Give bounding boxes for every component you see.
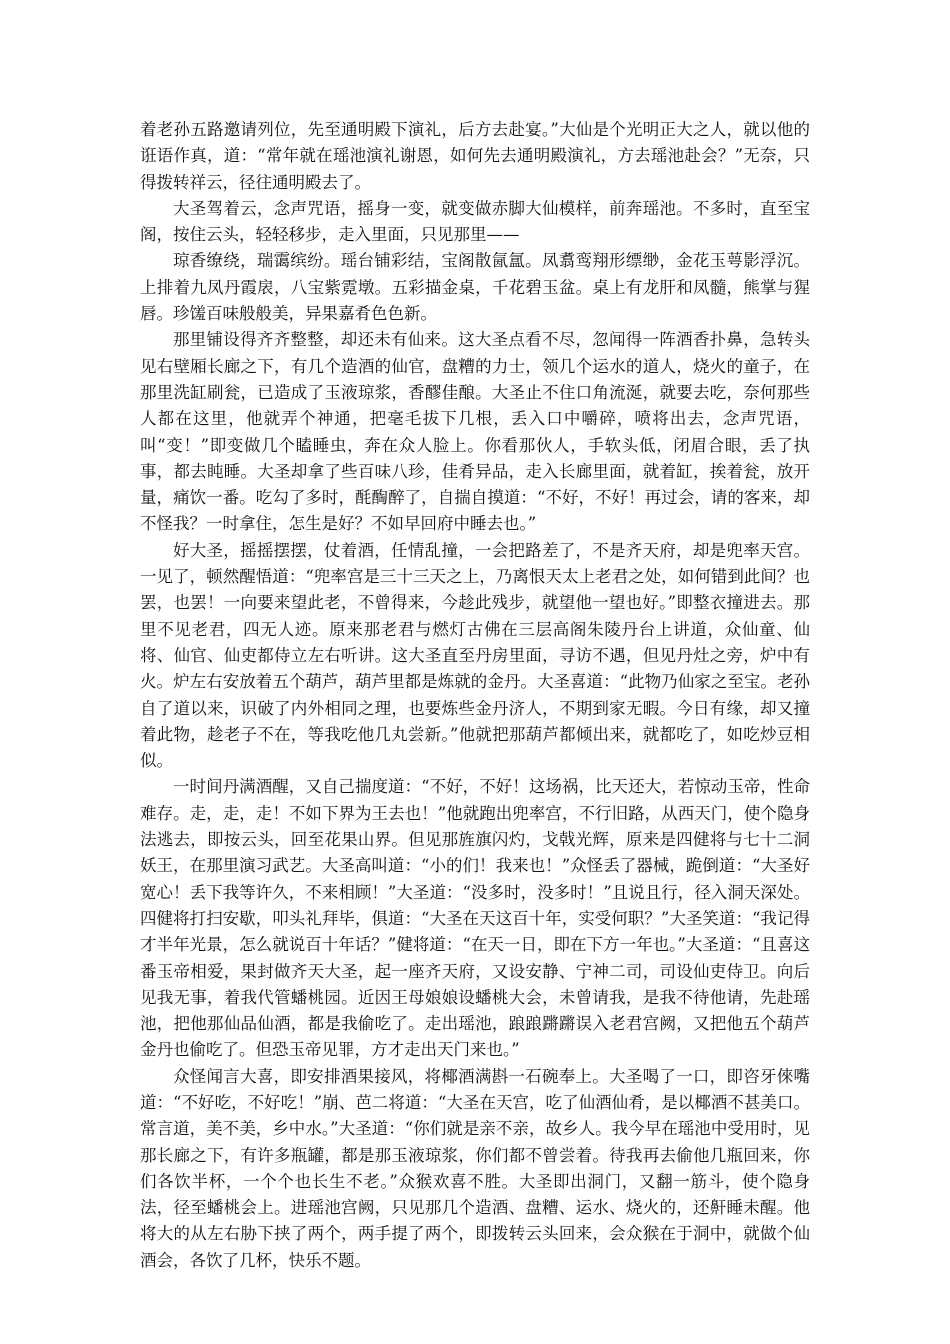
paragraph: 大圣驾着云，念声咒语，摇身一变，就变做赤脚大仙模样，前奔瑶池。不多时，直至宝阁，按住云头，轻轻移步，走入里面，只见那里——: [140, 198, 810, 245]
paragraph: 好大圣，摇摇摆摆，仗着酒，任情乱撞，一会把路差了，不是齐天府，却是兜率天宫。一见了，顿然醒悟道：“兜率宫是三十三天之上，乃离恨天太上老君之处，如何错到此间？也罢，也罢！一向要来望此老，不曾得来，今趁此残步，就望他一望也好。”即整衣撞进去。那里不见老君，四无人迹。原来那老君与燃灯古佛在三层高阁朱陵丹台上讲道，众仙童、仙将、仙官、仙吏都侍立左右听讲。这大圣直至丹房里面，寻访不遇，但见丹灶之旁，炉中有火。炉左右安放着五个葫芦，葫芦里都是炼就的金丹。大圣喜道：“此物乃仙家之至宝。老孙自了道以来，识破了内外相同之理，也要炼些金丹济人，不期到家无暇。今日有缘，却又撞着此物，趁老子不在，等我吃他几丸尝新。”他就把那葫芦都倾出来，就都吃了，如吃炒豆相似。: [140, 540, 810, 771]
paragraph: 那里铺设得齐齐整整，却还未有仙来。这大圣点看不尽，忽闻得一阵酒香扑鼻，急转头见右壁厢长廊之下，有几个造酒的仙官，盘糟的力士，领几个运水的道人，烧火的童子，在那里洗缸刷瓮，已造成了玉液琼浆，香醪佳酿。大圣止不住口角流涎，就要去吃，奈何那些人都在这里，他就弄个神通，把毫毛拔下几根，丢入口中嚼碎，喷将出去，念声咒语，叫“变！”即变做几个瞌睡虫，奔在众人脸上。你看那伙人，手软头低，闭眉合眼，丢了执事，都去盹睡。大圣却拿了些百味八珍，佳肴异品，走入长廊里面，就着缸，挨着瓮，放开量，痛饮一番。吃勾了多时，酕醄醉了，自揣自摸道：“不好，不好！再过会，请的客来，却不怪我？一时拿住，怎生是好？不如早回府中睡去也。”: [140, 330, 810, 534]
paragraph: 着老孙五路邀请列位，先至通明殿下演礼，后方去赴宴。”大仙是个光明正大之人，就以他的诳语作真，道：“常年就在瑶池演礼谢恩，如何先去通明殿演礼，方去瑶池赴会？”无奈，只得拨转祥云，径往通明殿去了。: [140, 120, 810, 192]
paragraph: 众怪闻言大喜，即安排酒果接风，将椰酒满斟一石碗奉上。大圣喝了一口，即咨牙倈嘴道：“不好吃，不好吃！”崩、芭二将道：“大圣在天宫，吃了仙酒仙肴，是以椰酒不甚美口。常言道，美不美，乡中水。”大圣道：“你们就是亲不亲，故乡人。我今早在瑶池中受用时，见那长廊之下，有许多瓶罐，都是那玉液琼浆，你们都不曾尝着。待我再去偷他几瓶回来，你们各饮半杯，一个个也长生不老。”众猴欢喜不胜。大圣即出洞门，又翻一筋斗，使个隐身法，径至蟠桃会上。进瑶池宫阙，只见那几个造酒、盘糟、运水、烧火的，还鼾睡未醒。他将大的从左右胁下挟了两个，两手提了两个，即拨转云头回来，会众猴在于洞中，就做个仙酒会，各饮了几杯，快乐不题。: [140, 1066, 810, 1270]
body-text: [140, 117, 810, 1274]
paragraph: 一时间丹满酒醒，又自己揣度道：“不好，不好！这场祸，比天还大，若惊动玉帝，性命难存。走，走，走！不如下界为王去也！”他就跑出兜率宫，不行旧路，从西天门，使个隐身法逃去，即按云头，回至花果山界。但见那旌旗闪灼，戈戟光辉，原来是四健将与七十二洞妖王，在那里演习武艺。大圣高叫道：“小的们！我来也！”众怪丢了器械，跪倒道：“大圣好宽心！丢下我等许久，不来相顾！”大圣道：“没多时，没多时！”且说且行，径入洞天深处。四健将打扫安歇，叩头礼拜毕，俱道：“大圣在天这百十年，实受何职？”大圣笑道：“我记得才半年光景，怎么就说百十年话？”健将道：“在天一日，即在下方一年也。”大圣道：“且喜这番玉帝相爱，果封做齐天大圣，起一座齐天府，又设安静、宁神二司，司设仙吏侍卫。向后见我无事，着我代管蟠桃园。近因王母娘娘设蟠桃大会，未曾请我，是我不待他请，先赴瑶池，把他那仙品仙酒，都是我偷吃了。走出瑶池，踉踉蹡蹡误入老君宫阙，又把他五个葫芦金丹也偷吃了。但恐玉帝见罪，方才走出天门来也。”: [140, 777, 810, 1060]
paragraph: 琼香缭绕，瑞霭缤纷。瑶台铺彩结，宝阁散氤氲。凤翥鸾翔形缥缈，金花玉萼影浮沉。上排着九凤丹霞扆，八宝紫霓墩。五彩描金桌，千花碧玉盆。桌上有龙肝和凤髓，熊掌与猩唇。珍馐百味般般美，异果嘉肴色色新。: [140, 251, 810, 324]
